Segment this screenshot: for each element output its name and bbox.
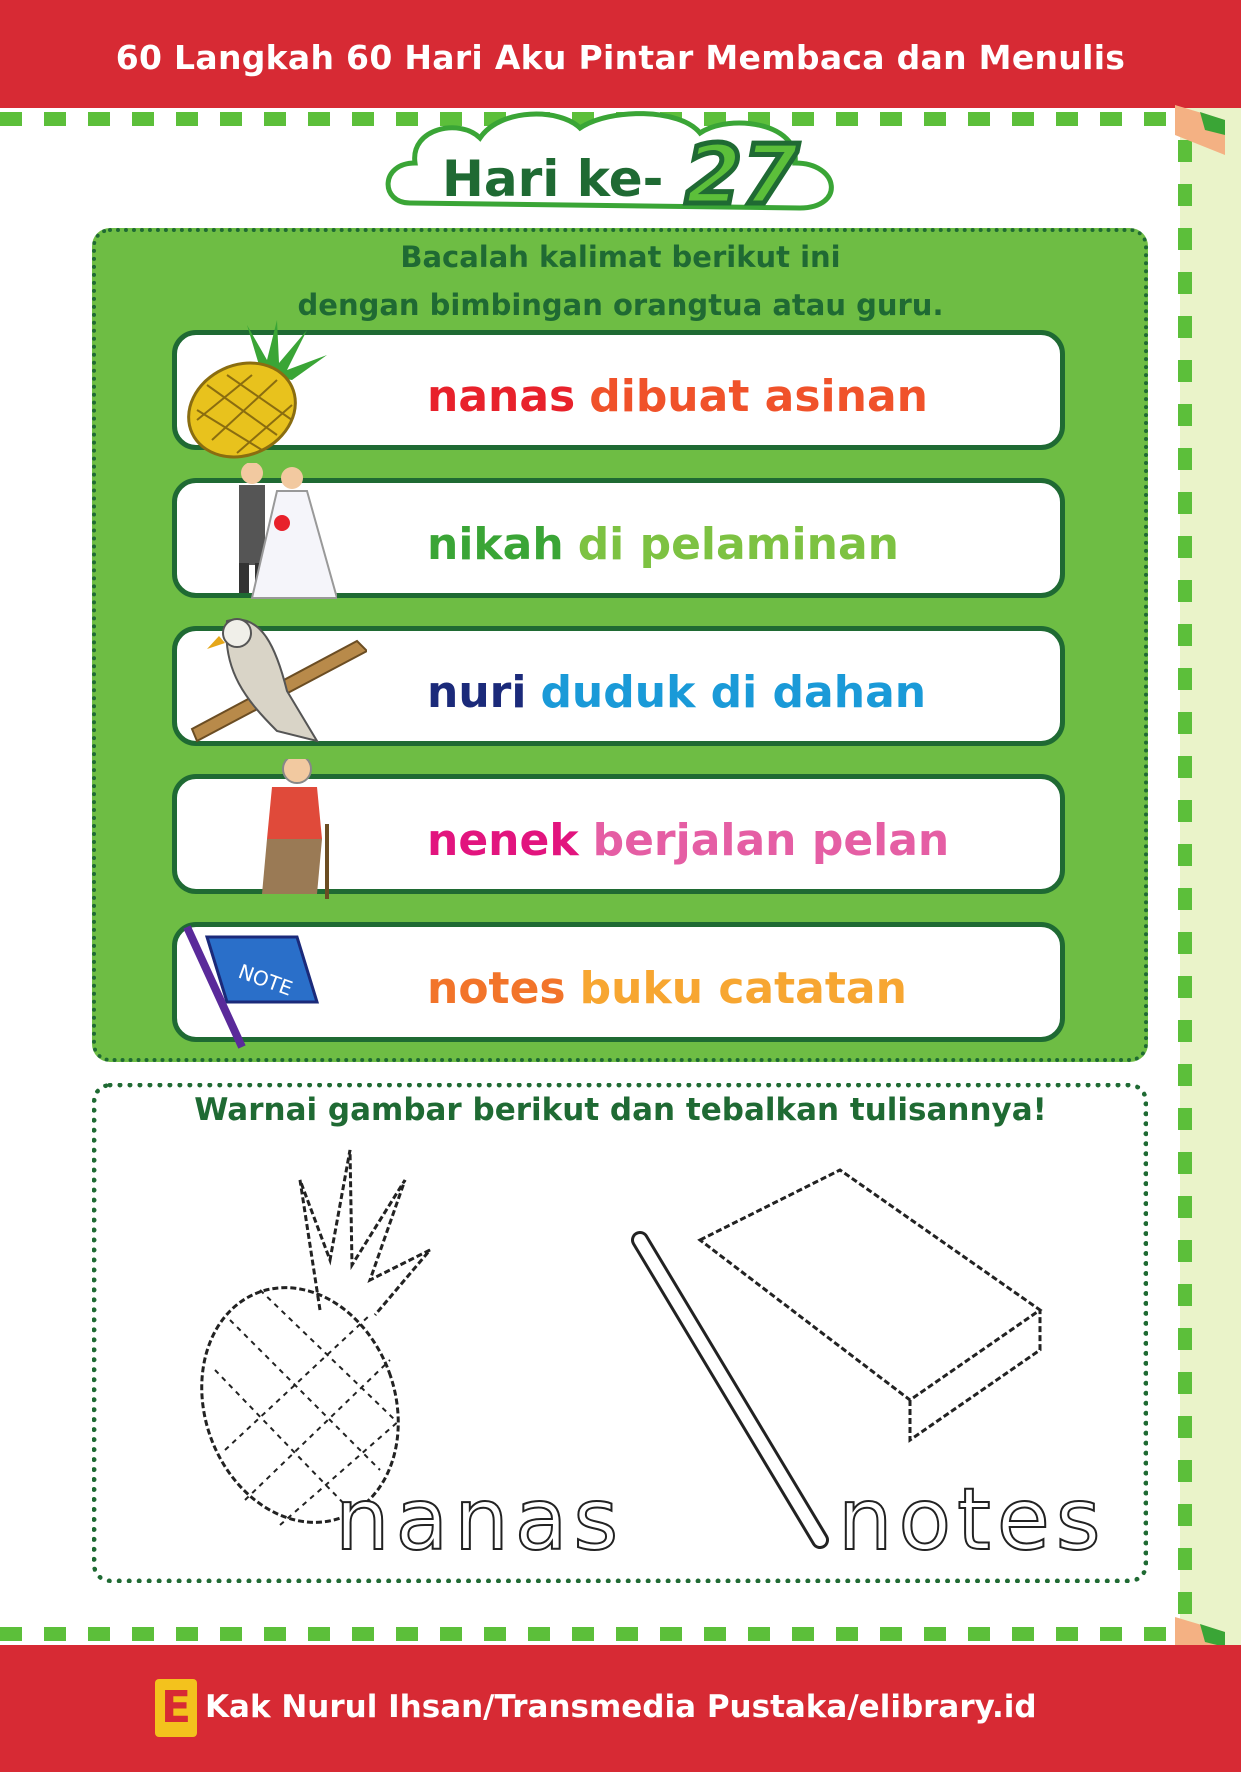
sentence-rest: di pelaminan [577, 519, 899, 570]
key-word: nikah [427, 519, 564, 570]
pineapple-icon [167, 315, 337, 465]
day-label: Hari ke- [442, 150, 664, 208]
key-word: nenek [427, 815, 579, 866]
svg-text:NOTE: NOTE [235, 959, 296, 1001]
sentence-rest: buku catatan [579, 963, 907, 1014]
sentence [427, 815, 949, 866]
footer-credit: Kak Nurul Ihsan/Transmedia Pustaka/elibrary.id [205, 1689, 1037, 1725]
sentence [427, 667, 926, 718]
sentence [427, 371, 928, 422]
sentence [427, 963, 907, 1014]
key-word: nuri [427, 667, 527, 718]
tracing-word-notes[interactable]: notes [838, 1470, 1107, 1570]
side-dashes [1178, 140, 1192, 1620]
publisher-logo: E [155, 1679, 197, 1737]
pencil-tip-icon [1165, 100, 1225, 160]
sentence-rest: dibuat asinan [589, 371, 928, 422]
notebook-icon [167, 907, 337, 1057]
reading-instruction-1: Bacalah kalimat berikut ini [400, 240, 841, 274]
grandmother-icon [167, 759, 337, 909]
book-title: 60 Langkah 60 Hari Aku Pintar Membaca dan Menulis [115, 38, 1126, 77]
sentence-row [172, 774, 1065, 894]
sentence [427, 519, 899, 570]
day-number: 27 [685, 128, 800, 223]
wedding-couple-icon [167, 463, 337, 613]
sentence-row [172, 626, 1065, 746]
key-word: nanas [427, 371, 576, 422]
coloring-instruction: Warnai gambar berikut dan tebalkan tulisannya! [194, 1092, 1047, 1128]
sentence-row [172, 922, 1065, 1042]
header-bar [0, 0, 1241, 108]
bottom-dashes [0, 1627, 1170, 1641]
key-word: notes [427, 963, 566, 1014]
sentence-rest: duduk di dahan [540, 667, 927, 718]
bird-icon [167, 611, 367, 761]
sentence-row [172, 330, 1065, 450]
sentence-rest: berjalan pelan [592, 815, 950, 866]
tracing-word-nanas[interactable]: nanas [335, 1470, 625, 1570]
sentence-row [172, 478, 1065, 598]
footer-bar [0, 1645, 1241, 1772]
reading-instruction-2: dengan bimbingan orangtua atau guru. [297, 288, 944, 322]
